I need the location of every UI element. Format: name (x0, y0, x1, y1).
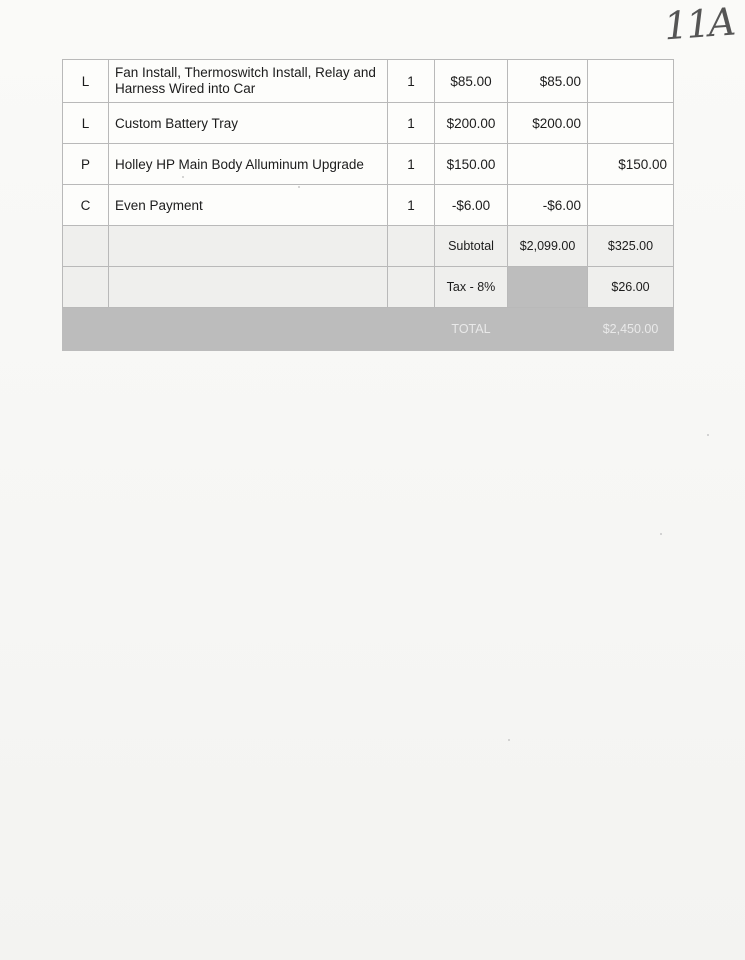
item-qty: 1 (388, 144, 435, 185)
item-description: Even Payment (109, 185, 388, 226)
empty-cell (63, 226, 109, 267)
item-parts: $150.00 (588, 144, 674, 185)
item-type: L (63, 60, 109, 103)
item-description: Holley HP Main Body Alluminum Upgrade (109, 144, 388, 185)
item-price: $85.00 (435, 60, 508, 103)
tax-label: Tax - 8% (435, 267, 508, 308)
total-label: TOTAL (435, 308, 508, 351)
table-row (63, 144, 674, 185)
scan-speck (508, 739, 510, 741)
item-type: P (63, 144, 109, 185)
empty-cell (388, 226, 435, 267)
empty-cell (388, 308, 435, 351)
subtotal-label: Subtotal (435, 226, 508, 267)
handwritten-page-number: 11A (662, 0, 736, 49)
item-labor (508, 144, 588, 185)
item-description: Fan Install, Thermoswitch Install, Relay and Harness Wired into Car (109, 60, 388, 103)
empty-cell (109, 226, 388, 267)
item-qty: 1 (388, 103, 435, 144)
item-price: $200.00 (435, 103, 508, 144)
scan-speck (707, 434, 709, 436)
item-qty: 1 (388, 185, 435, 226)
item-parts (588, 60, 674, 103)
empty-cell (109, 308, 388, 351)
table-row (63, 60, 674, 103)
item-description: Custom Battery Tray (109, 103, 388, 144)
scan-speck (660, 533, 662, 535)
subtotal-parts: $325.00 (588, 226, 674, 267)
tax-row (63, 267, 674, 308)
item-labor: -$6.00 (508, 185, 588, 226)
total-row (63, 308, 674, 351)
empty-cell (109, 267, 388, 308)
total-value: $2,450.00 (588, 308, 674, 351)
item-qty: 1 (388, 60, 435, 103)
tax-parts: $26.00 (588, 267, 674, 308)
subtotal-row (63, 226, 674, 267)
item-labor: $200.00 (508, 103, 588, 144)
empty-cell (388, 267, 435, 308)
item-type: L (63, 103, 109, 144)
table-row (63, 103, 674, 144)
item-parts (588, 103, 674, 144)
item-price: $150.00 (435, 144, 508, 185)
item-parts (588, 185, 674, 226)
subtotal-labor: $2,099.00 (508, 226, 588, 267)
empty-cell (63, 267, 109, 308)
scan-speck (298, 186, 300, 188)
item-price: -$6.00 (435, 185, 508, 226)
empty-cell (508, 308, 588, 351)
item-type: C (63, 185, 109, 226)
tax-labor-blank (508, 267, 588, 308)
scan-speck (182, 176, 184, 178)
invoice-table (62, 59, 674, 351)
empty-cell (63, 308, 109, 351)
item-labor: $85.00 (508, 60, 588, 103)
table-row (63, 185, 674, 226)
